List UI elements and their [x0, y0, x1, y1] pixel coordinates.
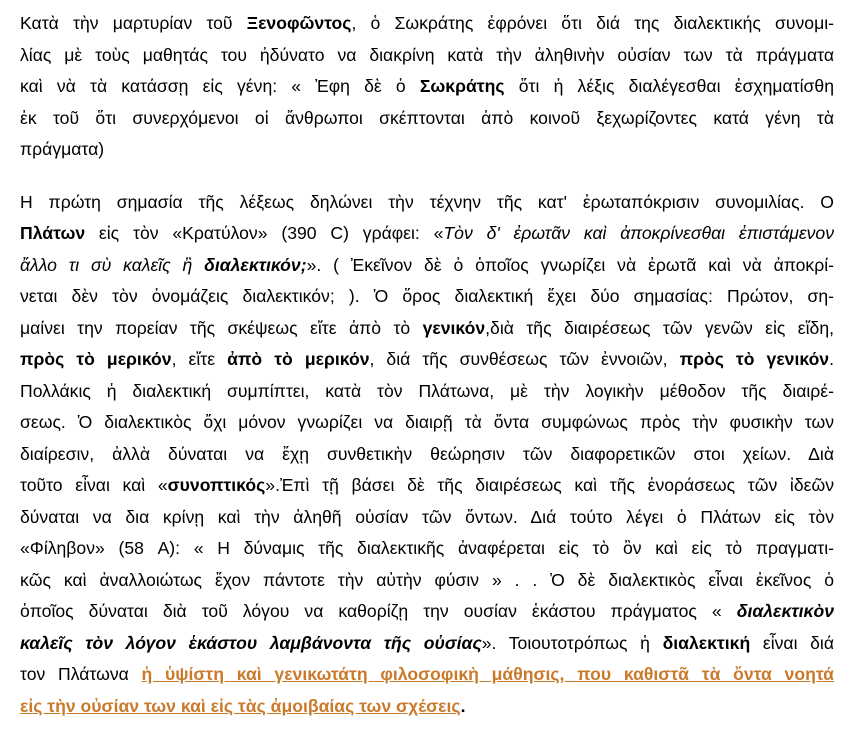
text-run: .: [460, 695, 466, 716]
text-run: ,διὰ τῆς διαιρέσεως τῶν γενῶν εἰς εἴδη,: [485, 317, 834, 338]
text-line: [20, 596, 834, 628]
text-run: , εἴτε: [171, 349, 228, 369]
bold-term: ἀπὸ τὸ μερικόν: [227, 349, 370, 369]
text-line: «Φίληβον» (58 A): « Η δύναμις τῆς διαλεκτικῆς ἀναφέρεται εἰς τὸ ὂν καὶ εἰς τὸ πραγματι-: [20, 538, 834, 558]
bold-term-synoptic: συνοπτικός: [167, 475, 266, 495]
bold-term: πρὸς τὸ γενικόν: [679, 349, 830, 369]
text-run: εἰς τὸν «Κρατύλον» (390 C) γράφει: «: [85, 223, 444, 243]
text-line: διαίρεσιν, ἀλλὰ δύναται να ἔχῃ συνθετικὴν θεώρησιν τῶν διαφορετικῶν στοι χείων. Διὰ: [20, 443, 834, 464]
bold-term-general: γενικόν: [422, 317, 486, 338]
text-run: .: [829, 349, 834, 369]
text-line: λίας μὲ τοὺς μαθητάς του ἠδύνατο να διακρίνη κατὰ τὴν ἀληθινὴν οὐσίαν των τὰ πράγματα: [20, 44, 834, 65]
text-line: ἐκ τοῦ ὅτι συνερχόμενοι οἱ ἄνθρωποι σκέπτονται ἀπὸ κοινοῦ ξεχωρίζοντες κατά γένη τὰ: [20, 107, 834, 128]
text-line: [20, 344, 834, 376]
bold-name-plato: Πλάτων: [20, 223, 86, 243]
paragraph-gap: [20, 166, 834, 187]
text-line: σεως. Ὁ διαλεκτικὸς ὄχι μόνον γνωρίζει να διαιρῇ τὰ ὄντα συμφώνως πρὸς τὴν φυσικὴν των: [20, 412, 834, 432]
text-line: κῶς καὶ ἀναλλοιώτως ἔχον πάντοτε τὴν αὐτὴν φύσιν » . . Ὁ δὲ διαλεκτικὸς εἶναι ἐκεῖνος ὁ: [20, 569, 834, 590]
hyperlink-definition[interactable]: εἰς τὴν οὐσίαν των καὶ εἰς τὰς ἀμοιβαίας των σχέσεις: [20, 695, 461, 716]
text-line: [20, 628, 834, 660]
bold-term-dialectic: διαλεκτική: [662, 632, 751, 653]
bold-italic-quote: διαλεκτικὸν: [736, 601, 834, 621]
text-line: Πολλάκις ἡ διαλεκτική συμπίπτει, κατὰ τὸν Πλάτωνα, μὲ τὴν λογικὴν μέθοδον τῆς διαιρέ-: [20, 380, 834, 401]
text-run: εἶναι διά: [750, 632, 834, 653]
text-run: ». ( Ἐκεῖνον δὲ ὁ ὁποῖος γνωρίζει νὰ ἐρωτᾶ καὶ νὰ ἀποκρί-: [306, 254, 835, 275]
text-line: πράγματα): [20, 139, 105, 159]
text-line: νεται δὲν τὸν ὀνομάζεις διαλεκτικόν; ). Ὁ ὅρος διαλεκτική ἔχει δύο σημασίας: Πρώτον, ση-: [20, 286, 834, 306]
bold-name-xenophon: Ξενοφῶντος: [246, 13, 352, 33]
text-line: [20, 313, 834, 345]
text-line: Η πρώτη σημασία τῆς λέξεως δηλώνει τὴν τέχνην τῆς κατ' ἐρωταπόκρισιν συνομιλίας. Ο: [20, 191, 834, 212]
italic-quote: ἄλλο τι σὺ καλεῖς ἢ: [20, 254, 205, 275]
text-line: [20, 250, 834, 282]
text-run: τον Πλάτωνα: [20, 664, 142, 684]
text-line: [20, 470, 834, 502]
text-line: [20, 71, 834, 103]
bold-italic-quote: καλεῖς τὸν λόγον ἑκάστου λαμβάνοντα τῆς οὐσίας: [20, 632, 482, 653]
document-body: [20, 8, 834, 722]
paragraph-xenophon: [20, 8, 834, 166]
paragraph-dialectic: [20, 187, 834, 723]
text-run: καὶ νὰ τὰ κατάσσῃ εἰς γένη: « Ἐφη δὲ ὁ: [20, 76, 420, 96]
text-line: [20, 218, 834, 250]
bold-term: πρὸς τὸ μερικόν: [20, 349, 172, 369]
bold-name-socrates: Σωκράτης: [419, 76, 505, 96]
text-line: [20, 659, 834, 691]
text-run: ὅτι ἡ λέξις διαλέγεσθαι ἐσχηματίσθη: [504, 76, 834, 96]
text-run: , ὁ Σωκράτης ἐφρόνει ὅτι διά της διαλεκτικής συνομι-: [351, 13, 834, 33]
bold-italic-term: διαλεκτικόν;: [204, 254, 307, 275]
text-run: , διά τῆς συνθέσεως τῶν ἐννοιῶν,: [369, 349, 680, 369]
text-run: ». Τοιουτοτρόπως ἡ: [481, 632, 663, 653]
italic-quote: Τὸν δ' ἐρωτᾶν καὶ ἀποκρίνεσθαι ἐπιστάμενον: [443, 223, 834, 243]
text-run: Κατὰ τὴν μαρτυρίαν τοῦ: [20, 13, 247, 33]
text-line: [20, 8, 834, 40]
text-run: ὁποῖος δύναται διὰ τοῦ λόγου να καθορίζῃ την ουσίαν ἑκάστου πράγματος «: [20, 601, 737, 621]
hyperlink-definition[interactable]: ἡ ὑψίστη καὶ γενικωτάτη φιλοσοφικὴ μάθησις, που καθιστᾶ τὰ ὄντα νοητά: [141, 664, 834, 684]
text-line: [20, 691, 834, 723]
text-run: τοῦτο εἶναι καὶ «: [20, 475, 168, 495]
text-run: ».Ἐπὶ τῇ βάσει δὲ τῆς διαιρέσεως καὶ τῆς ἐνοράσεως τῶν ἰδεῶν: [265, 475, 834, 495]
text-line: δύναται να δια κρίνῃ καὶ τὴν ἀληθῆ οὐσίαν τῶν ὄντων. Διά τούτο λέγει ὁ Πλάτων εἰς τὸν: [20, 506, 834, 527]
text-run: μαίνει την πορείαν τῆς σκέψεως εἴτε ἀπὸ τὸ: [20, 317, 423, 338]
